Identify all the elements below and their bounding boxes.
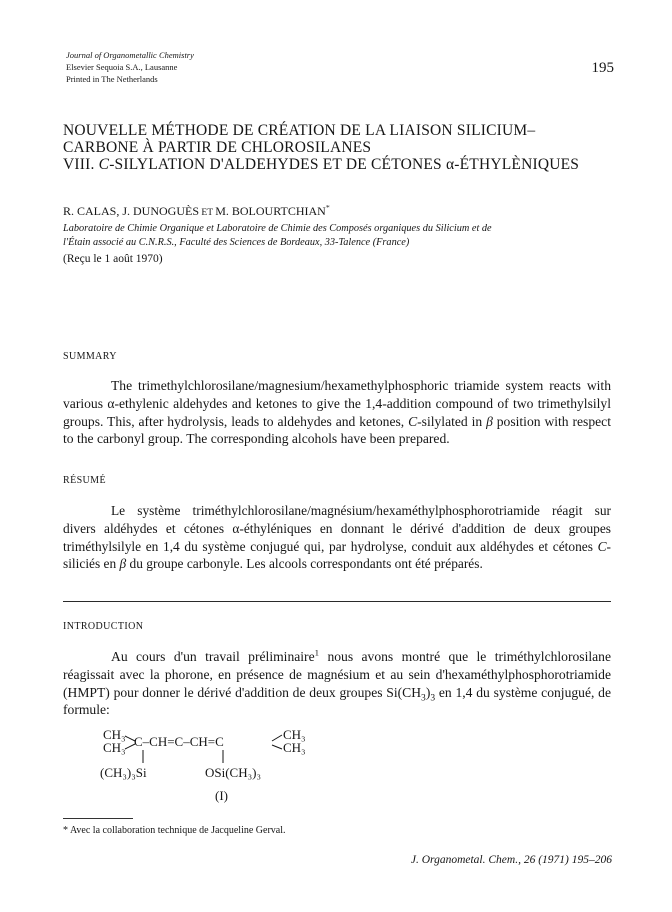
page-number: 195	[591, 60, 614, 76]
formula-ch3-top-left: CH₃	[103, 727, 126, 742]
journal-citation: J. Organometal. Chem., 26 (1971) 195–206	[410, 854, 612, 866]
formula-label: (I)	[215, 788, 228, 803]
formula-ch3-top-right: CH₃	[283, 727, 306, 742]
authors: R. CALAS, J. DUNOGUÈS ET M. BOLOURTCHIAN*	[63, 203, 330, 218]
resume-heading: RÉSUMÉ	[63, 475, 106, 486]
section-divider	[63, 601, 611, 602]
footnote-rule	[63, 818, 133, 819]
title-line-1: NOUVELLE MÉTHODE DE CRÉATION DE LA LIAISON SILICIUM–	[63, 122, 536, 139]
formula-bottom-left: (CH₃)₃Si	[100, 765, 147, 780]
formula-ch3-mid-right: CH₃	[283, 740, 306, 755]
journal-name: Journal of Organometallic Chemistry	[66, 50, 194, 60]
summary-heading: SUMMARY	[63, 351, 117, 362]
formula-bottom-right: OSi(CH₃)₃	[205, 765, 262, 780]
introduction-text: Au cours d'un travail préliminaire$^1$ nous avons montré que le triméthylchlorosilane réagissait avec la phorone, en présence de magnésium et au sein d'hexaméthylphosphorotriamide (HMPT) pour donner le dérivé d'addition de deux groupes $Si(CH_3)_3$ en 1,4 du système conjugué, de formule:	[63, 647, 611, 718]
formula-chain: C–CH=C–CH=C	[134, 734, 224, 749]
chemical-formula	[100, 727, 400, 811]
footnote: * Avec la collaboration technique de Jacqueline Gerval.	[63, 825, 286, 836]
journal-header	[66, 49, 194, 85]
title-line-3: VIII. C-SILYLATION D'ALDEHYDES ET DE CÉTONES α-ÉTHYLÈNIQUES	[63, 156, 580, 173]
title-line-2: CARBONE À PARTIR DE CHLOROSILANES	[63, 139, 372, 156]
publisher: Elsevier Sequoia S.A., Lausanne	[66, 62, 178, 72]
formula-ch3-mid-left: CH₃	[103, 740, 126, 755]
introduction-heading: INTRODUCTION	[63, 621, 144, 632]
summary-text: The trimethylchlorosilane/magnesium/hexamethylphosphoric triamide system reacts with various α-ethylenic aldehydes and ketones to give the 1,4-addition compound of two trimethylsilyl groups. This, after hydrolysis, leads to aldehydes and ketones, C-silylated in β position with respect to the carbonyl group. The corresponding alcohols have been prepared.	[63, 378, 611, 447]
printed-in: Printed in The Netherlands	[66, 74, 158, 84]
resume-text: Le système triméthylchlorosilane/magnésium/hexaméthylphosphorotriamide réagit sur divers aldéhydes et cétones α-éthyléniques en donnant le dérivé d'addition de deux groupes triméthylsilyle en 1,4 du système conjugué qui, par hydrolyse, conduit aux aldéhydes et cétones C-siliciés en β du groupe carbonyle. Les alcools correspondants ont été préparés.	[63, 503, 611, 572]
received-date: (Reçu le 1 août 1970)	[63, 253, 163, 265]
article-title	[63, 122, 623, 173]
affiliation: Laboratoire de Chimie Organique et Laboratoire de Chimie des Composés organiques du Silicium et de l'Étain associé au C.N.R.S., Faculté des Sciences de Bordeaux, 33-Talence (France)	[63, 223, 492, 248]
